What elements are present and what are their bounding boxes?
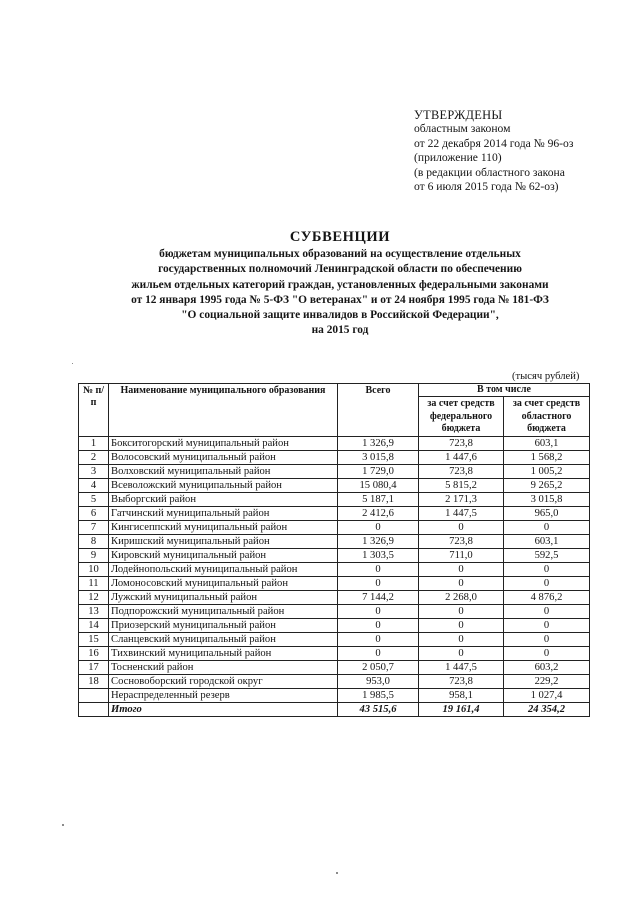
total-regional: 24 354,2 <box>504 703 590 717</box>
row-total: 1 985,5 <box>338 689 419 703</box>
row-federal: 2 171,3 <box>419 493 504 507</box>
row-total: 2 050,7 <box>338 661 419 675</box>
table-row <box>79 605 590 619</box>
row-name: Волховский муниципальный район <box>109 465 338 479</box>
row-name: Лодейнопольский муниципальный район <box>109 563 338 577</box>
document-heading <box>60 228 620 339</box>
row-name: Кировский муниципальный район <box>109 549 338 563</box>
table-body <box>79 437 590 717</box>
row-number: 2 <box>79 451 109 465</box>
row-regional: 1 005,2 <box>504 465 590 479</box>
row-number: 10 <box>79 563 109 577</box>
row-total: 2 412,6 <box>338 507 419 521</box>
row-federal: 5 815,2 <box>419 479 504 493</box>
row-total: 0 <box>338 605 419 619</box>
row-number: 8 <box>79 535 109 549</box>
row-name: Выборгский район <box>109 493 338 507</box>
row-number: 7 <box>79 521 109 535</box>
table-row <box>79 647 590 661</box>
row-total: 7 144,2 <box>338 591 419 605</box>
header-name: Наименование муниципального образования <box>109 384 338 437</box>
approval-line: (в редакции областного закона <box>414 165 565 179</box>
row-name: Подпорожский муниципальный район <box>109 605 338 619</box>
unit-label: (тысяч рублей) <box>512 371 580 382</box>
row-total: 953,0 <box>338 675 419 689</box>
row-name: Приозерский муниципальный район <box>109 619 338 633</box>
row-total: 0 <box>338 619 419 633</box>
row-total: 0 <box>338 521 419 535</box>
row-federal: 723,8 <box>419 465 504 479</box>
total-label: Итого <box>109 703 338 717</box>
table-row <box>79 563 590 577</box>
table-row <box>79 437 590 451</box>
row-regional: 0 <box>504 605 590 619</box>
approval-title: УТВЕРЖДЕНЫ <box>414 108 503 122</box>
row-total: 5 187,1 <box>338 493 419 507</box>
row-regional: 603,2 <box>504 661 590 675</box>
row-number: 17 <box>79 661 109 675</box>
row-number: 12 <box>79 591 109 605</box>
row-federal: 0 <box>419 619 504 633</box>
row-federal: 723,8 <box>419 675 504 689</box>
row-federal: 711,0 <box>419 549 504 563</box>
table-row <box>79 577 590 591</box>
heading-line: от 12 января 1995 года № 5-ФЗ "О ветеранах" и от 24 ноября 1995 года № 181-ФЗ <box>131 293 549 306</box>
approval-line: от 6 июля 2015 года № 62-оз) <box>414 180 559 194</box>
row-regional: 229,2 <box>504 675 590 689</box>
row-federal: 1 447,5 <box>419 661 504 675</box>
row-number: 15 <box>79 633 109 647</box>
row-federal: 0 <box>419 577 504 591</box>
approval-block <box>414 108 573 194</box>
row-federal: 0 <box>419 633 504 647</box>
heading-line: "О социальной защите инвалидов в Российской Федерации", <box>181 309 499 322</box>
table-row <box>79 619 590 633</box>
row-name: Кингисеппский муниципальный район <box>109 521 338 535</box>
row-total: 15 080,4 <box>338 479 419 493</box>
table-row <box>79 591 590 605</box>
row-regional: 0 <box>504 521 590 535</box>
row-total: 0 <box>338 647 419 661</box>
row-name: Гатчинский муниципальный район <box>109 507 338 521</box>
row-name: Сосновоборский городской округ <box>109 675 338 689</box>
row-number <box>79 689 109 703</box>
row-name: Лужский муниципальный район <box>109 591 338 605</box>
row-name: Нераспределенный резерв <box>109 689 338 703</box>
row-number: 18 <box>79 675 109 689</box>
table-row <box>79 689 590 703</box>
row-number: 3 <box>79 465 109 479</box>
row-total: 1 326,9 <box>338 437 419 451</box>
total-num-cell <box>79 703 109 717</box>
row-name: Киришский муниципальный район <box>109 535 338 549</box>
row-federal: 0 <box>419 563 504 577</box>
row-total: 1 326,9 <box>338 535 419 549</box>
header-federal: за счет средств федерального бюджета <box>419 397 504 437</box>
heading-line: на 2015 год <box>311 324 369 337</box>
subsidy-table <box>78 383 590 717</box>
table-row <box>79 675 590 689</box>
row-regional: 603,1 <box>504 535 590 549</box>
row-number: 1 <box>79 437 109 451</box>
scan-speck <box>72 363 73 364</box>
row-federal: 1 447,6 <box>419 451 504 465</box>
row-name: Тихвинский муниципальный район <box>109 647 338 661</box>
row-regional: 592,5 <box>504 549 590 563</box>
row-federal: 723,8 <box>419 535 504 549</box>
row-name: Бокситогорский муниципальный район <box>109 437 338 451</box>
scan-speck <box>62 824 64 826</box>
table-row <box>79 479 590 493</box>
row-number: 5 <box>79 493 109 507</box>
table-row <box>79 521 590 535</box>
heading-line: жильем отдельных категорий граждан, установленных федеральными законами <box>131 278 549 291</box>
table-row <box>79 535 590 549</box>
row-regional: 0 <box>504 577 590 591</box>
approval-line: от 22 декабря 2014 года № 96-оз <box>414 136 574 150</box>
row-total: 0 <box>338 577 419 591</box>
approval-line: (приложение 110) <box>414 151 502 165</box>
header-regional: за счет средств областного бюджета <box>504 397 590 437</box>
header-num: № п/п <box>79 384 109 437</box>
row-regional: 0 <box>504 619 590 633</box>
document-title: СУБВЕНЦИИ <box>289 229 391 245</box>
row-regional: 965,0 <box>504 507 590 521</box>
row-name: Всеволожский муниципальный район <box>109 479 338 493</box>
row-federal: 1 447,5 <box>419 507 504 521</box>
row-number: 11 <box>79 577 109 591</box>
table-row <box>79 507 590 521</box>
row-regional: 0 <box>504 647 590 661</box>
row-regional: 1 568,2 <box>504 451 590 465</box>
table-row <box>79 549 590 563</box>
row-federal: 0 <box>419 605 504 619</box>
row-regional: 0 <box>504 633 590 647</box>
row-total: 0 <box>338 563 419 577</box>
header-total: Всего <box>338 384 419 437</box>
row-federal: 723,8 <box>419 437 504 451</box>
row-total: 1 303,5 <box>338 549 419 563</box>
table-row <box>79 633 590 647</box>
row-number: 13 <box>79 605 109 619</box>
header-incl: В том числе <box>419 384 590 397</box>
row-regional: 3 015,8 <box>504 493 590 507</box>
table-row <box>79 465 590 479</box>
total-row <box>79 703 590 717</box>
table-row <box>79 451 590 465</box>
table-row <box>79 493 590 507</box>
heading-line: бюджетам муниципальных образований на осуществление отдельных <box>159 248 521 260</box>
row-number: 6 <box>79 507 109 521</box>
row-number: 14 <box>79 619 109 633</box>
scan-speck <box>336 872 338 874</box>
row-total: 1 729,0 <box>338 465 419 479</box>
approval-line: областным законом <box>414 122 511 136</box>
row-regional: 9 265,2 <box>504 479 590 493</box>
row-name: Ломоносовский муниципальный район <box>109 577 338 591</box>
total-federal: 19 161,4 <box>419 703 504 717</box>
row-regional: 603,1 <box>504 437 590 451</box>
total-sum: 43 515,6 <box>338 703 419 717</box>
row-total: 0 <box>338 633 419 647</box>
heading-line: государственных полномочий Ленинградской области по обеспечению <box>158 263 522 276</box>
row-number: 9 <box>79 549 109 563</box>
row-federal: 2 268,0 <box>419 591 504 605</box>
row-name: Тосненский район <box>109 661 338 675</box>
row-number: 16 <box>79 647 109 661</box>
row-federal: 958,1 <box>419 689 504 703</box>
row-number: 4 <box>79 479 109 493</box>
row-federal: 0 <box>419 647 504 661</box>
table-row <box>79 661 590 675</box>
row-regional: 1 027,4 <box>504 689 590 703</box>
row-regional: 0 <box>504 563 590 577</box>
row-total: 3 015,8 <box>338 451 419 465</box>
row-regional: 4 876,2 <box>504 591 590 605</box>
row-federal: 0 <box>419 521 504 535</box>
row-name: Волосовский муниципальный район <box>109 451 338 465</box>
row-name: Сланцевский муниципальный район <box>109 633 338 647</box>
